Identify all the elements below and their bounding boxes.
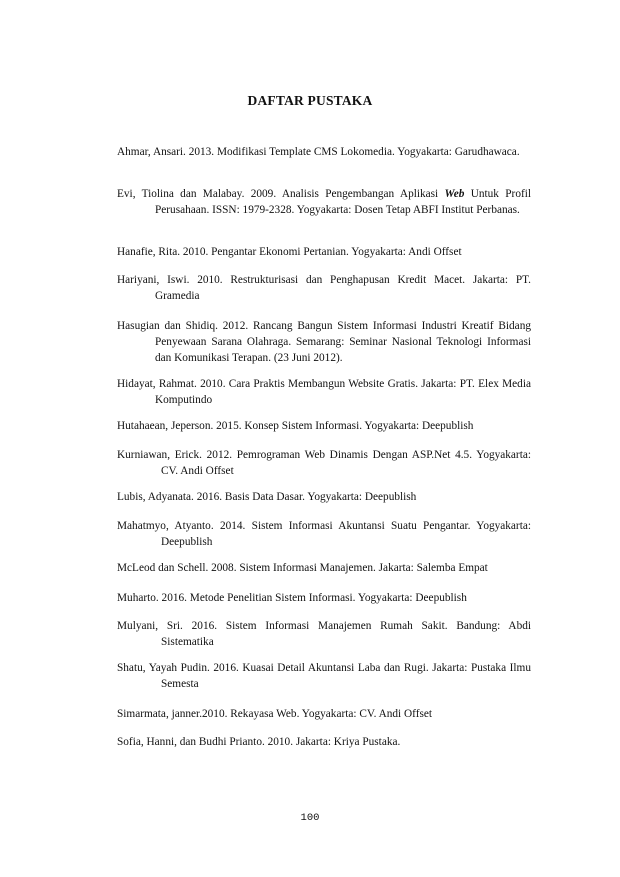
reference-item: Hasugian dan Shidiq. 2012. Rancang Bangun Sistem Informasi Industri Kreatif Bidang Penyewaan Sarana Olahraga. Semarang: Seminar Nasional Teknologi Informasi dan Komunikasi Terapan. (23 Juni 2012). [117, 320, 531, 364]
reference-item: Simarmata, janner.2010. Rekayasa Web. Yogyakarta: CV. Andi Offset [117, 708, 433, 720]
page-title: DAFTAR PUSTAKA [247, 93, 373, 108]
reference-item: Mahatmyo, Atyanto. 2014. Sistem Informasi Akuntansi Suatu Pengantar. Yogyakarta: Deepublish [117, 520, 531, 548]
reference-item: Hutahaean, Jeperson. 2015. Konsep Sistem Informasi. Yogyakarta: Deepublish [117, 420, 474, 432]
reference-item: Hidayat, Rahmat. 2010. Cara Praktis Membangun Website Gratis. Jakarta: PT. Elex Media Komputindo [117, 378, 531, 406]
page-number: 100 [300, 812, 320, 824]
reference-item: Muharto. 2016. Metode Penelitian Sistem Informasi. Yogyakarta: Deepublish [117, 592, 467, 604]
reference-item: Lubis, Adyanata. 2016. Basis Data Dasar. Yogyakarta: Deepublish [117, 491, 417, 503]
reference-text: Untuk Profil Perusahaan. ISSN: 1979-2328. Yogyakarta: Dosen Tetap ABFI Institut Perbanas. [155, 188, 532, 216]
reference-item: Hariyani, Iswi. 2010. Restrukturisasi dan Penghapusan Kredit Macet. Jakarta: PT. Gramedia [117, 274, 531, 302]
reference-text: Evi, Tiolina dan Malabay. 2009. Analisis Pengembangan Aplikasi [117, 188, 445, 200]
reference-item: Sofia, Hanni, dan Budhi Prianto. 2010. Jakarta: Kriya Pustaka. [117, 736, 401, 748]
reference-item [117, 186, 531, 218]
reference-item: Hanafie, Rita. 2010. Pengantar Ekonomi Pertanian. Yogyakarta: Andi Offset [117, 246, 462, 258]
reference-item: Shatu, Yayah Pudin. 2016. Kuasai Detail Akuntansi Laba dan Rugi. Jakarta: Pustaka Ilmu Semesta [117, 662, 531, 690]
reference-item: McLeod dan Schell. 2008. Sistem Informasi Manajemen. Jakarta: Salemba Empat [117, 562, 488, 574]
reference-item: Kurniawan, Erick. 2012. Pemrograman Web Dinamis Dengan ASP.Net 4.5. Yogyakarta: CV. Andi Offset [117, 449, 531, 477]
reference-item: Mulyani, Sri. 2016. Sistem Informasi Manajemen Rumah Sakit. Bandung: Abdi Sistematika [117, 620, 531, 648]
reference-italic-term: Web [444, 188, 465, 200]
reference-item: Ahmar, Ansari. 2013. Modifikasi Template CMS Lokomedia. Yogyakarta: Garudhawaca. [117, 146, 520, 158]
